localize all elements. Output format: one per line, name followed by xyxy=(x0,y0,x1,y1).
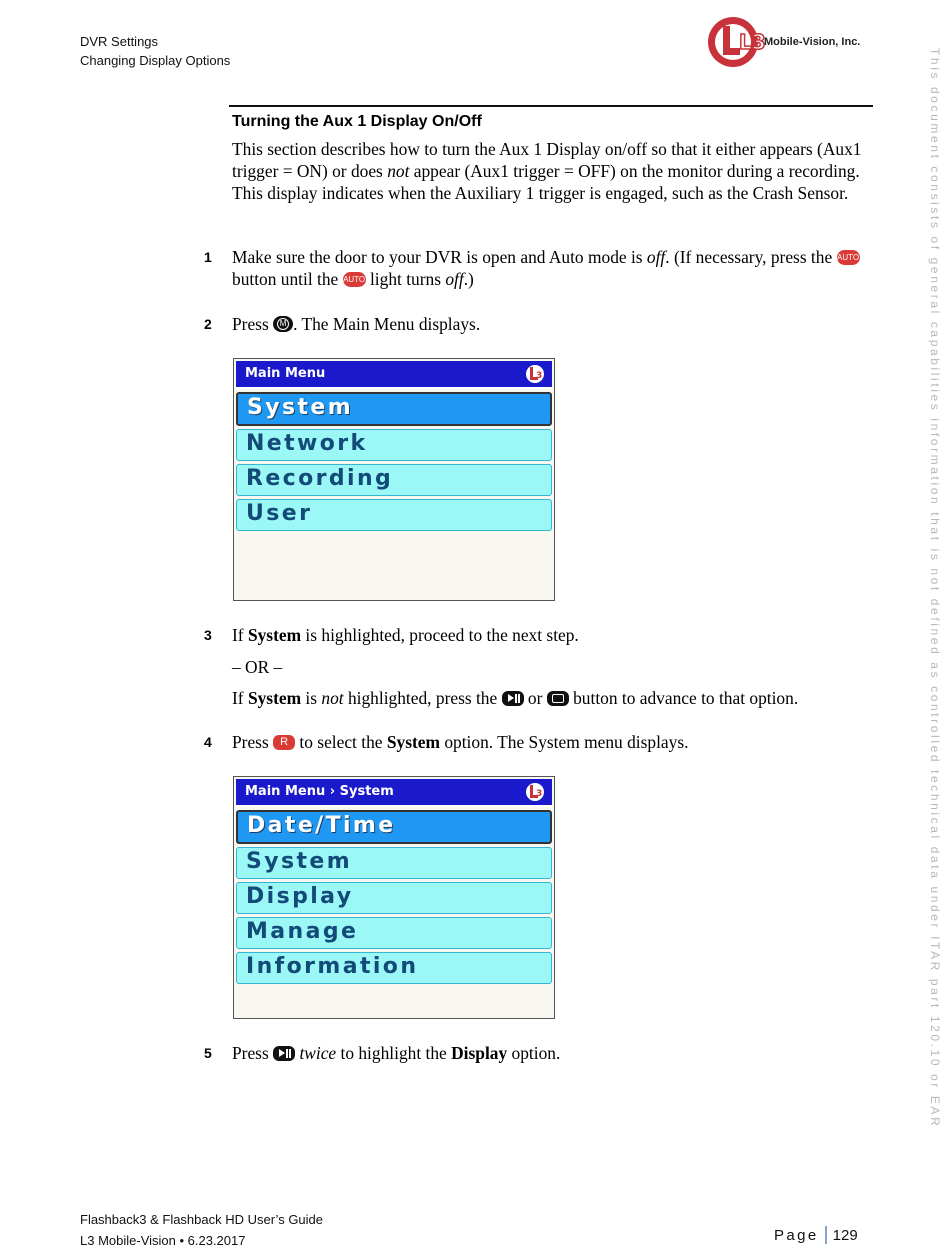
logo-company-name: Mobile-Vision, Inc. xyxy=(764,36,861,48)
screen-header xyxy=(236,361,552,389)
menu-item-network[interactable]: Network xyxy=(236,429,552,461)
step-3-alt-text: If System is not highlighted, press the or button to advance to that option. xyxy=(232,688,799,708)
play-pause-button-icon xyxy=(273,1046,295,1061)
export-control-text: This document consists of general capabilities information that is not defined as controlled technical data under ITAR part 120.10 or EAR xyxy=(928,48,942,1129)
menu-item-date-time[interactable]: Date/Time xyxy=(236,810,552,844)
step-number: 4 xyxy=(204,734,212,750)
screen-breadcrumb: Main Menu › System xyxy=(245,784,394,799)
running-header xyxy=(80,32,230,70)
running-footer xyxy=(80,1209,323,1251)
step-number: 5 xyxy=(204,1045,212,1061)
step-3-or: – OR – xyxy=(232,657,283,677)
auto-button-icon: AUTO xyxy=(837,250,860,265)
l3-badge-icon xyxy=(524,364,546,384)
menu-item-system[interactable]: System xyxy=(236,392,552,426)
step-number: 1 xyxy=(204,249,212,265)
system-menu-screenshot xyxy=(233,776,555,1019)
menu-item-display[interactable]: Display xyxy=(236,882,552,914)
footer-company-date: L3 Mobile-Vision • 6.23.2017 xyxy=(80,1233,246,1248)
header-chapter: DVR Settings xyxy=(80,34,159,49)
header-section: Changing Display Options xyxy=(80,53,231,68)
menu-item-information[interactable]: Information xyxy=(236,952,552,984)
menu-item-system[interactable]: System xyxy=(236,847,552,879)
screen-title: Main Menu xyxy=(245,366,326,381)
svg-text:3: 3 xyxy=(536,789,543,799)
section-intro: This section describes how to turn the Aux 1 Display on/off so that it either appears (Aux1 trigger = ON) or does not appear (Aux1 trigger = OFF) on the monitor during a recording. This display indicates when the Auxiliary 1 trigger is engaged, such as the Crash Sensor. xyxy=(232,139,862,203)
play-pause-button-icon xyxy=(502,691,524,706)
footer-guide-title: Flashback3 & Flashback HD User’s Guide xyxy=(80,1212,324,1227)
export-control-notice xyxy=(926,48,946,1228)
logo-mark: L3 xyxy=(739,30,766,54)
step-3-text: If System is highlighted, proceed to the next step. xyxy=(232,625,579,645)
screen-header xyxy=(236,779,552,807)
page-separator xyxy=(825,1226,827,1244)
menu-item-recording[interactable]: Recording xyxy=(236,464,552,496)
step-1-text: Make sure the door to your DVR is open and Auto mode is off. (If necessary, press the AUTO button until the AUTO light turns off.) xyxy=(232,247,860,289)
step-number: 3 xyxy=(204,627,212,643)
menu-item-manage[interactable]: Manage xyxy=(236,917,552,949)
menu-item-user[interactable]: User xyxy=(236,499,552,531)
section-rule xyxy=(229,105,873,107)
section-title: Turning the Aux 1 Display On/Off xyxy=(232,113,482,130)
record-button-icon: R xyxy=(273,735,295,750)
main-menu-screenshot xyxy=(233,358,555,601)
page-number: Page 129 xyxy=(774,1227,858,1244)
auto-light-icon: AUTO xyxy=(343,272,366,287)
l3-badge-icon xyxy=(524,782,546,802)
step-4-text: Press R to select the System option. The System menu displays. xyxy=(232,732,689,752)
step-number: 2 xyxy=(204,316,212,332)
step-2-text: Press M . The Main Menu displays. xyxy=(232,314,481,334)
svg-text:3: 3 xyxy=(536,371,543,381)
stop-button-icon xyxy=(547,691,569,706)
menu-button-icon: M xyxy=(273,316,293,332)
step-5-text: Press twice to highlight the Display option. xyxy=(232,1043,561,1063)
